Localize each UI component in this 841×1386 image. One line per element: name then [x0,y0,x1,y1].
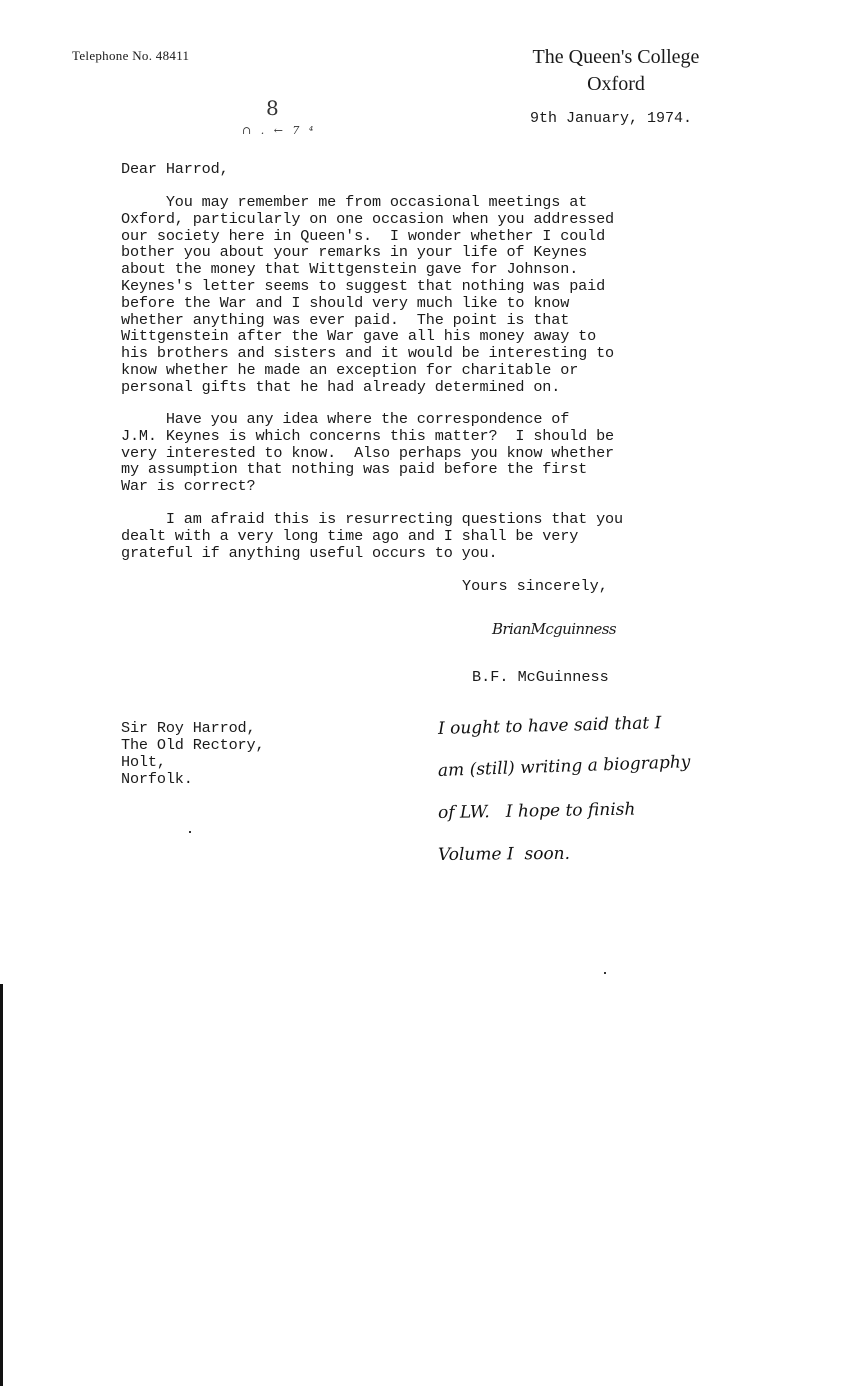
paragraph-1: You may remember me from occasional meetings at Oxford, particularly on one occasion when you addressed our society here in Queen's. I wonder whether I could bother you about your remarks in your life of Keynes about the money that Wittgenstein gave for Johnson. Keynes's letter seems to suggest that nothing was paid before the War and I should very much like to know whether anything was ever paid. The point is that Wittgenstein after the War gave all his money away to his brothers and sisters and it would be interesting to know whether he made an exception for charitable or personal gifts that he had already determined on. [121,193,615,396]
college-city: Oxford [587,73,645,95]
closing: Yours sincerely, [462,577,608,595]
letterhead-college [500,44,732,98]
college-name: The Queen's College [532,46,700,68]
note-line-4: Volume I soon. [437,843,571,865]
signature: BrianMcguinness [492,620,617,638]
stamp-date: ∩ . ← 7 ⁴ [242,124,317,137]
recipient-address: Sir Roy Harrod, The Old Rectory, Holt, Norfolk. [121,719,265,788]
telephone-number: Telephone No. 48411 [72,48,190,63]
note-line-2: am (still) writing a biography [437,752,691,781]
scan-speck [189,831,191,833]
note-line-1: I ought to have said that I [437,713,662,739]
letter-date: 9th January, 1974. [530,110,693,127]
typed-name: B.F. McGuinness [472,668,609,686]
scan-speck [604,972,606,974]
paragraph-2: Have you any idea where the correspondence of J.M. Keynes is which concerns this matter? I should be very interested to know. Also perhaps you know whether my assumption that nothing was paid before the first War is correct? [121,410,615,496]
paragraph-3: I am afraid this is resurrecting questions that you dealt with a very long time ago and I shall be very grateful if anything useful occurs to you. [121,510,623,562]
received-stamp [240,96,330,144]
handwritten-note [438,708,738,876]
salutation: Dear Harrod, [121,160,229,178]
scan-edge-shadow [0,984,3,1386]
stamp-mark: 8 [266,96,279,120]
note-line-3: of LW. I hope to finish [437,799,636,823]
